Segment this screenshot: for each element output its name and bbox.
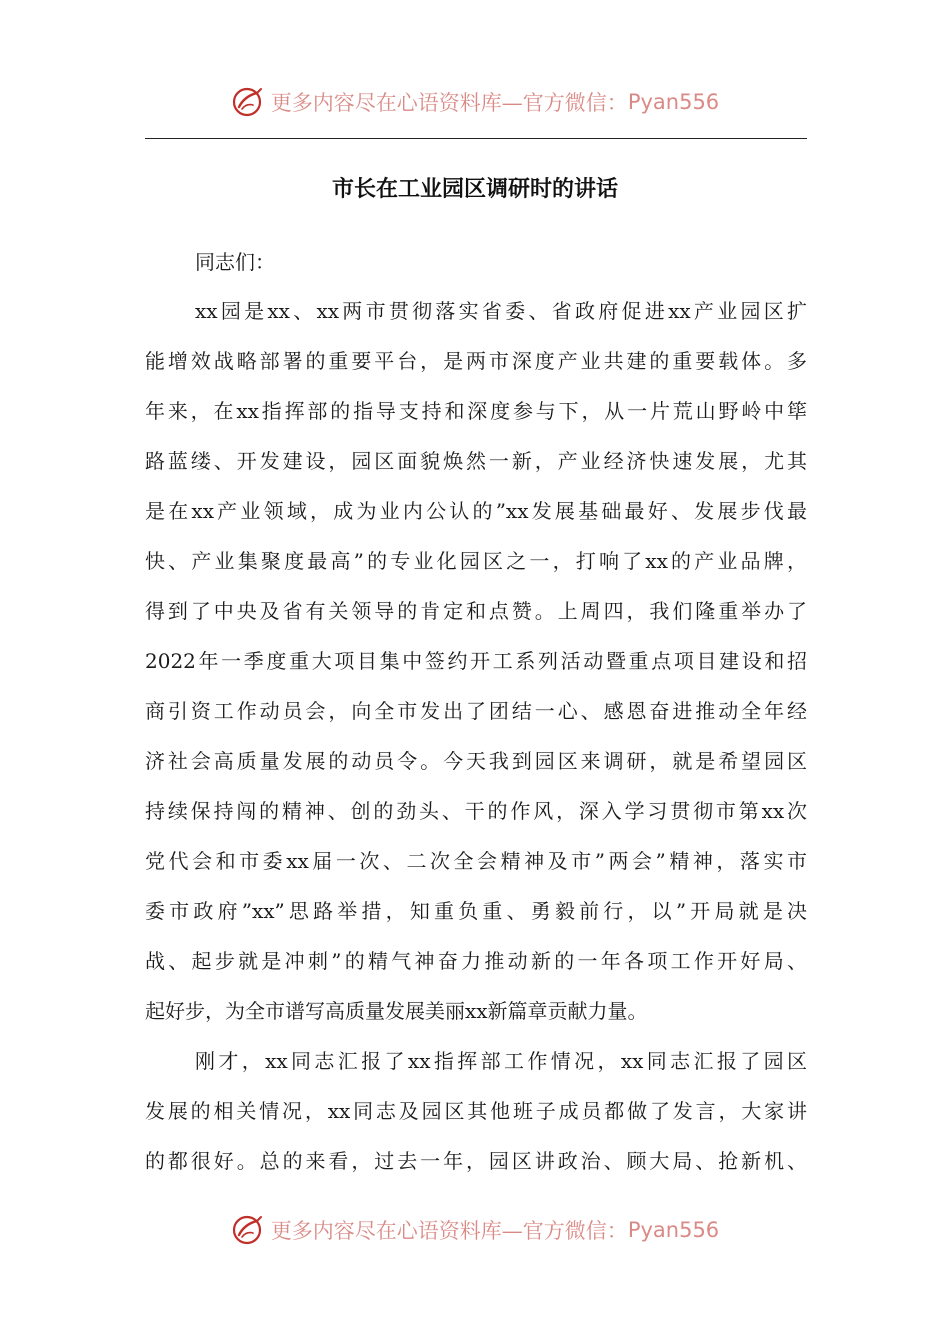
paragraph-line: 快、产业集聚度最高”的专业化园区之一，打响了xx的产业品牌， [145, 549, 807, 573]
footer-banner-text: 更多内容尽在心语资料库—官方微信： [270, 1219, 628, 1243]
paragraph-line: 能增效战略部署的重要平台，是两市深度产业共建的重要载体。多 [145, 349, 807, 373]
paragraph-1 [145, 295, 807, 1045]
paragraph-line: 的都很好。总的来看，过去一年，园区讲政治、顾大局、抢新机、 [145, 1149, 807, 1173]
paragraph-line: 是在xx产业领域，成为业内公认的”xx发展基础最好、发展步伐最 [145, 499, 807, 523]
paragraph-line: 济社会高质量发展的动员令。今天我到园区来调研，就是希望园区 [145, 749, 807, 773]
salutation: 同志们： [195, 250, 275, 274]
paragraph-line: 刚才，xx同志汇报了xx指挥部工作情况，xx同志汇报了园区 [195, 1049, 807, 1073]
paragraph-line: xx园是xx、xx两市贯彻落实省委、省政府促进xx产业园区扩 [195, 299, 807, 323]
paragraph-line: 商引资工作动员会，向全市发出了团结一心、感恩奋进推动全年经 [145, 699, 807, 723]
paragraph-line: 得到了中央及省有关领导的肯定和点赞。上周四，我们隆重举办了 [145, 599, 807, 623]
logo-icon [231, 1213, 265, 1247]
header-banner-text: 更多内容尽在心语资料库—官方微信： [270, 91, 628, 115]
paragraph-line: 2022年一季度重大项目集中签约开工系列活动暨重点项目建设和招 [145, 649, 807, 673]
logo-icon [231, 85, 265, 119]
paragraph-line: 起好步，为全市谱写高质量发展美丽xx新篇章贡献力量。 [145, 999, 648, 1023]
paragraph-line: 战、起步就是冲刺”的精气神奋力推动新的一年各项工作开好局、 [145, 949, 807, 973]
paragraph-line: 年来，在xx指挥部的指导支持和深度参与下，从一片荒山野岭中筚 [145, 399, 807, 423]
paragraph-line: 党代会和市委xx届一次、二次全会精神及市”两会”精神，落实市 [145, 849, 807, 873]
footer-banner-handle: Pyan556 [627, 1218, 720, 1242]
paragraph-line: 委市政府”xx”思路举措，知重负重、勇毅前行，以”开局就是决 [145, 899, 807, 923]
header-banner [0, 80, 950, 124]
footer-banner [0, 1208, 950, 1252]
paragraph-line: 持续保持闯的精神、创的劲头、干的作风，深入学习贯彻市第xx次 [145, 799, 807, 823]
document-title: 市长在工业园区调研时的讲话 [331, 177, 618, 202]
paragraph-line: 路蓝缕、开发建设，园区面貌焕然一新，产业经济快速发展，尤其 [145, 449, 807, 473]
paragraph-line: 发展的相关情况，xx同志及园区其他班子成员都做了发言，大家讲 [145, 1099, 807, 1123]
header-banner-handle: Pyan556 [627, 90, 720, 114]
header-rule [145, 138, 807, 139]
paragraph-2 [145, 1045, 807, 1195]
